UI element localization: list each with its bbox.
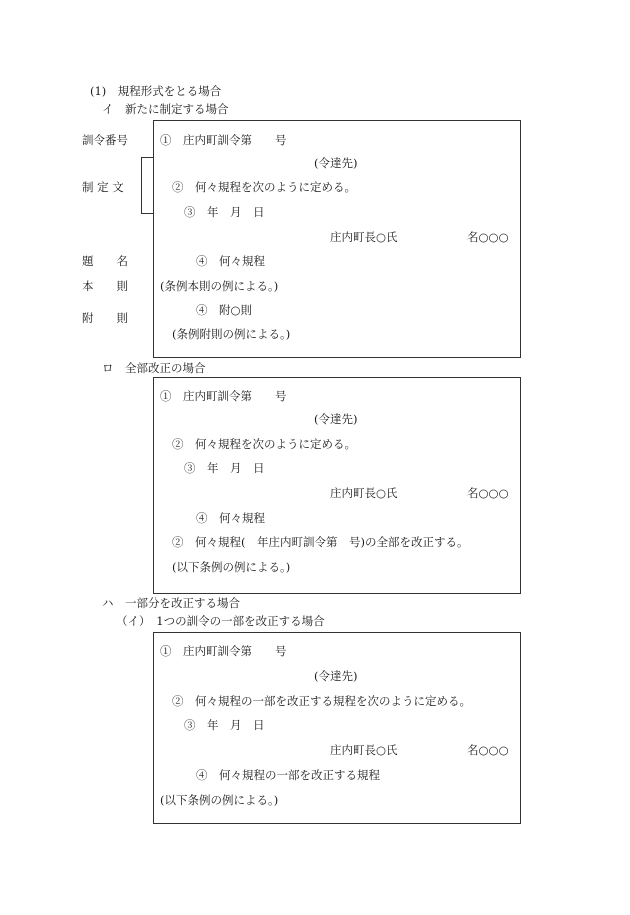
box2-enactment-text: ② 何々規程を次のように定める。 — [172, 437, 356, 451]
box1-main-note: (条例本則の例による。) — [160, 279, 279, 293]
box2-addressee: (令達先) — [314, 412, 358, 426]
subheading-new-enactment: イ 新たに制定する場合 — [102, 102, 229, 116]
box2-instruction-number: ① 庄内町訓令第 号 — [160, 389, 287, 403]
section-heading-1: (1) 規程形式をとる場合 — [90, 84, 222, 98]
box3-enactment-text: ② 何々規程の一部を改正する規程を次のように定める。 — [172, 694, 471, 708]
box1-supplementary-title: ④ 附○則 — [196, 303, 253, 317]
box2-title: ④ 何々規程 — [196, 511, 265, 525]
label-main-provisions: 本 則 — [82, 279, 128, 293]
bracket-vertical — [141, 157, 142, 214]
box3-mayor: 庄内町長○氏 — [330, 743, 398, 757]
label-enactment-text: 制 定 文 — [82, 180, 124, 194]
box2-mayor-name: 名○○○ — [467, 486, 509, 500]
box2-date: ③ 年 月 日 — [184, 461, 265, 475]
box1-title: ④ 何々規程 — [196, 254, 265, 268]
box1-supplementary-note: (条例附則の例による。) — [172, 327, 291, 341]
box2-note: (以下条例の例による。) — [172, 560, 291, 574]
box1-enactment-text: ② 何々規程を次のように定める。 — [172, 180, 356, 194]
box3-addressee: (令達先) — [314, 669, 358, 683]
box3-note: (以下条例の例による。) — [160, 793, 279, 807]
box2-mayor: 庄内町長○氏 — [330, 486, 398, 500]
label-supplementary-provisions: 附 則 — [82, 311, 128, 325]
box1-addressee: (令達先) — [314, 156, 358, 170]
box1-instruction-number: ① 庄内町訓令第 号 — [160, 133, 287, 147]
subheading-full-revision: ロ 全部改正の場合 — [102, 361, 206, 375]
box3-mayor-name: 名○○○ — [467, 743, 509, 757]
label-instruction-number: 訓令番号 — [82, 133, 128, 147]
subheading-single-instruction: （イ） 1つの訓令の一部を改正する場合 — [116, 614, 325, 628]
label-title: 題 名 — [82, 254, 128, 268]
box2-revision-text: ② 何々規程( 年庄内町訓令第 号)の全部を改正する。 — [172, 535, 469, 549]
box1-mayor-name: 名○○○ — [467, 230, 509, 244]
box1-date: ③ 年 月 日 — [184, 205, 265, 219]
subheading-partial-revision: ハ 一部分を改正する場合 — [102, 596, 240, 610]
box3-date: ③ 年 月 日 — [184, 718, 265, 732]
box3-instruction-number: ① 庄内町訓令第 号 — [160, 644, 287, 658]
box3-title: ④ 何々規程の一部を改正する規程 — [196, 768, 380, 782]
box1-mayor: 庄内町長○氏 — [330, 230, 398, 244]
